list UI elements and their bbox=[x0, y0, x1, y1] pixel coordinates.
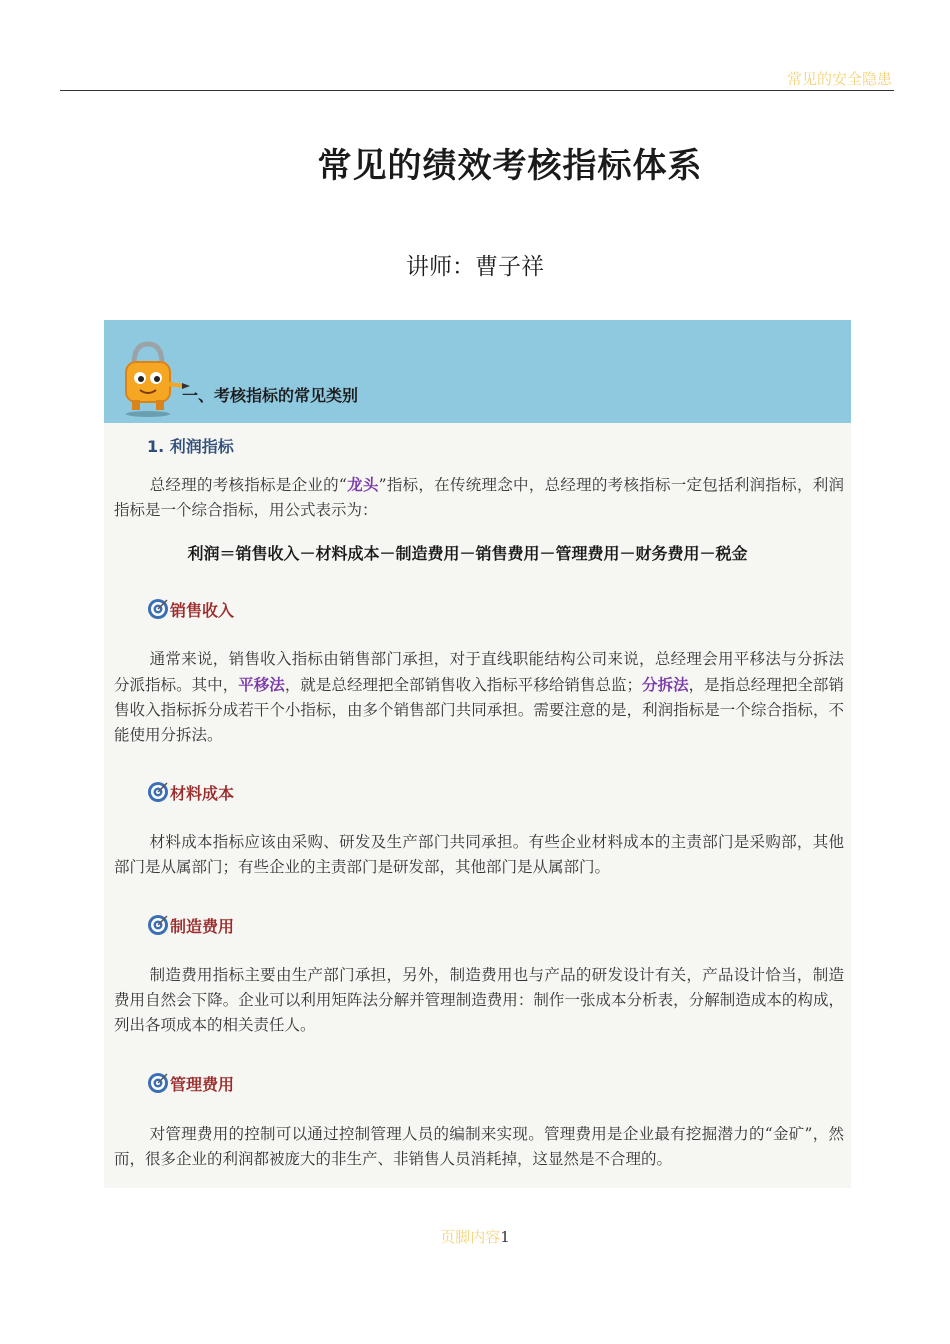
target-icon bbox=[146, 597, 170, 621]
sales-highlight-1: 平移法 bbox=[238, 675, 285, 694]
sales-paragraph bbox=[114, 647, 844, 748]
sales-text-2: ，就是总经理把全部销售收入指标平移给销售总监； bbox=[284, 676, 643, 694]
material-paragraph: 材料成本指标应该由采购、研发及生产部门共同承担。有些企业材料成本的主责部门是采购部，其他部门是从属部门；有些企业的主责部门是研发部，其他部门是从属部门。 bbox=[114, 833, 844, 876]
sales-highlight-2: 分拆法 bbox=[642, 675, 689, 694]
sales-text-1: 通常来说，销售收入指标由销售部门承担，对于直线职能结构公司来说，总经理会用平移法与分拆法分派指标。其中， bbox=[114, 650, 844, 694]
header-note: 常见的安全隐患 bbox=[786, 70, 892, 88]
intro-paragraph bbox=[114, 472, 844, 523]
sales-text-3: ，是指总经理把全部销售收入指标拆分成若干个小指标，由多个销售部门共同承担。需要注意的是，利润指标是一个综合指标，不能使用分拆法。 bbox=[114, 676, 844, 744]
section-banner bbox=[104, 320, 851, 423]
management-paragraph: 对管理费用的控制可以通过控制管理人员的编制来实现。管理费用是企业最有挖掘潜力的“金矿”，然而，很多企业的利润都被庞大的非生产、非销售人员消耗掉，这显然是不合理的。 bbox=[114, 1125, 844, 1168]
intro-text-post: ”指标，在传统理念中，总经理的考核指标一定包括利润指标，利润指标是一个综合指标，用公式表示为： bbox=[114, 476, 844, 519]
page-number: 1 bbox=[500, 1228, 510, 1246]
footer-label: 页脚内容 bbox=[440, 1228, 501, 1246]
subheading-material bbox=[146, 779, 234, 805]
content-panel bbox=[104, 320, 851, 1188]
header-rule bbox=[60, 90, 894, 91]
subheading-label: 管理费用 bbox=[170, 1074, 235, 1094]
intro-highlight: 龙头 bbox=[346, 475, 379, 494]
subheading-manufacturing bbox=[146, 912, 234, 938]
banner-title: 一、考核指标的常见类别 bbox=[182, 386, 359, 405]
target-icon bbox=[146, 913, 170, 937]
page-footer bbox=[0, 1226, 950, 1247]
section-title: 1. 利润指标 bbox=[147, 437, 234, 456]
page-title: 常见的绩效考核指标体系 bbox=[317, 146, 703, 186]
lecturer-line: 讲师：曹子祥 bbox=[406, 254, 544, 280]
subheading-label: 材料成本 bbox=[170, 783, 235, 803]
intro-text-pre: 总经理的考核指标是企业的“ bbox=[149, 476, 347, 494]
target-icon bbox=[146, 1071, 170, 1095]
profit-formula: 利润＝销售收入－材料成本－制造费用－销售费用－管理费用－财务费用－税金 bbox=[187, 544, 748, 563]
subheading-management bbox=[146, 1070, 234, 1096]
mascot-pointer-icon bbox=[112, 334, 192, 418]
subheading-label: 制造费用 bbox=[170, 916, 235, 936]
subheading-label: 销售收入 bbox=[170, 600, 235, 620]
subheading-sales bbox=[146, 596, 234, 622]
target-icon bbox=[146, 780, 170, 804]
manufacturing-paragraph: 制造费用指标主要由生产部门承担，另外，制造费用也与产品的研发设计有关，产品设计恰当，制造费用自然会下降。企业可以利用矩阵法分解并管理制造费用：制作一张成本分析表，分解制造成本的构成，列出各项成本的相关责任人。 bbox=[114, 966, 844, 1034]
